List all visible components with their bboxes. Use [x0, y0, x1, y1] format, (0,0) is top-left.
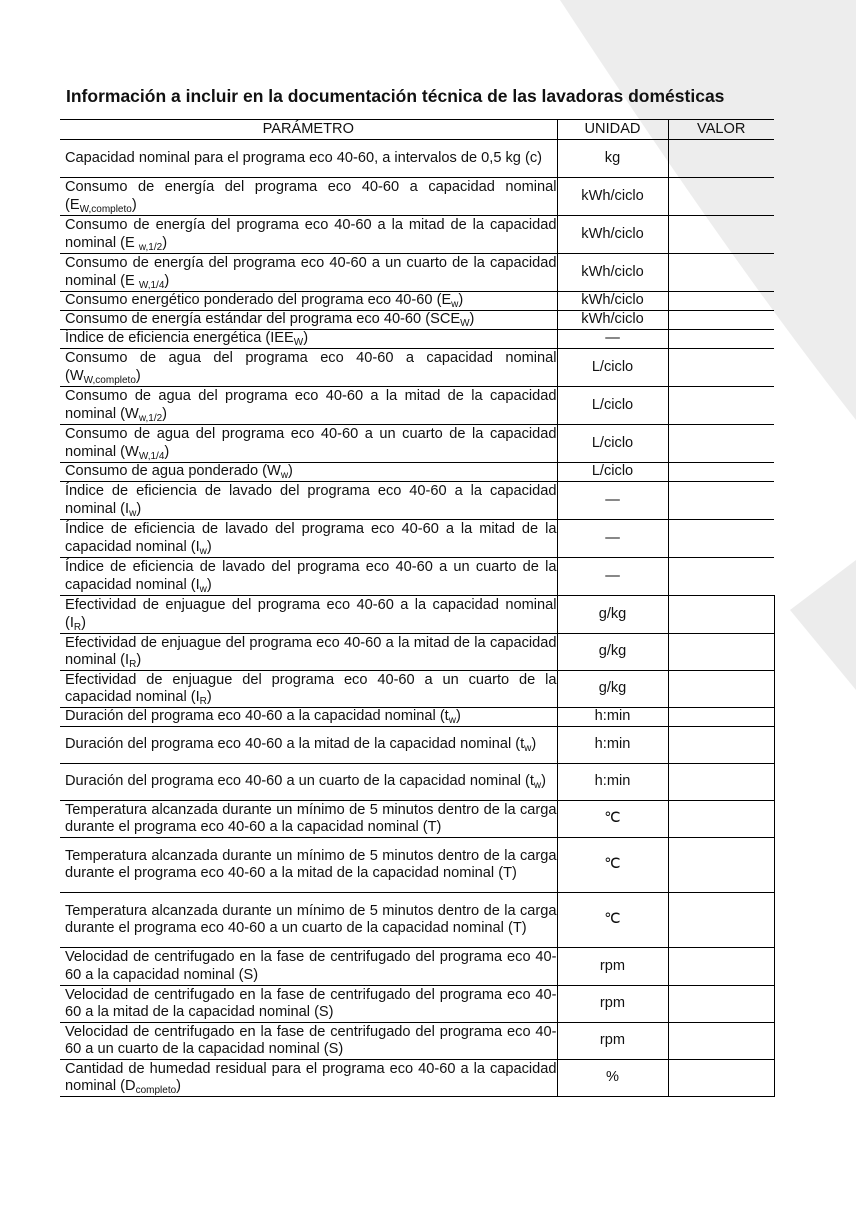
parameter-symbol-close: ): [136, 500, 142, 517]
unit-cell: h:min: [557, 764, 668, 801]
table-row: [60, 140, 774, 178]
parameter-symbol: (I: [120, 500, 130, 517]
unit-cell: —: [557, 482, 668, 520]
parameter-cell: [60, 254, 557, 292]
parameter-text: Consumo de agua ponderado: [65, 463, 263, 480]
table-row: [60, 708, 774, 727]
parameter-symbol-close: ): [531, 736, 537, 753]
value-cell: [668, 463, 774, 482]
parameter-symbol-close: ): [303, 330, 309, 347]
parameter-text: Cantidad de humedad residual para el programa eco 40-60 a la capacidad nominal: [65, 1060, 557, 1094]
parameter-text: Índice de eficiencia de lavado del programa eco 40-60 a la capacidad nominal: [65, 483, 557, 517]
parameter-symbol: (I: [65, 614, 74, 631]
header-unidad: UNIDAD: [557, 120, 668, 140]
table-row: [60, 727, 774, 764]
parameter-symbol: (W: [120, 405, 139, 422]
parameter-symbol-close: ): [458, 292, 464, 309]
value-cell: [668, 292, 774, 311]
parameter-symbol-close: ): [541, 773, 547, 790]
parameter-symbol: (E: [65, 196, 80, 213]
parameter-subscript: w: [533, 780, 542, 792]
parameter-symbol-close: ): [206, 576, 212, 593]
table-row: [60, 1060, 774, 1097]
parameter-cell: [60, 634, 557, 671]
parameter-symbol: (W: [262, 463, 281, 480]
table-row: [60, 948, 774, 986]
parameter-subscript: R: [73, 621, 82, 633]
value-cell: [668, 801, 774, 838]
value-cell: [668, 216, 774, 254]
table-row: [60, 838, 774, 893]
parameter-symbol-close: ): [136, 652, 142, 668]
table-row: [60, 893, 774, 948]
parameter-subscript: R: [129, 659, 137, 670]
table-row: [60, 1023, 774, 1060]
value-cell: [668, 254, 774, 292]
unit-cell: —: [557, 330, 668, 349]
parameter-subscript: w,1/2: [138, 241, 163, 253]
parameter-subscript: w: [199, 583, 207, 595]
parameter-text: Consumo de energía estándar del programa eco 40-60: [65, 311, 426, 328]
unit-cell: ℃: [557, 838, 668, 893]
unit-cell: kWh/ciclo: [557, 311, 668, 330]
parameter-symbol-close: ): [131, 196, 137, 213]
parameter-text: Temperatura alcanzada durante un mínimo de 5 minutos dentro de la carga durante el programa eco 40-60 a la capacidad nominal (T): [65, 801, 557, 835]
parameter-subscript: R: [199, 696, 207, 707]
parameter-subscript: w: [524, 743, 532, 755]
parameter-symbol-close: ): [162, 405, 168, 422]
unit-cell: —: [557, 558, 668, 596]
parameter-cell: [60, 1060, 557, 1097]
parameter-text: Índice de eficiencia de lavado del programa eco 40-60 a un cuarto de la capacidad nominal: [65, 559, 557, 593]
unit-cell: ℃: [557, 893, 668, 948]
parameter-symbol: (I: [190, 576, 200, 593]
value-cell: [668, 948, 774, 986]
parameter-text: Índice de eficiencia energética: [65, 330, 266, 347]
parameter-cell: [60, 986, 557, 1023]
unit-cell: kWh/ciclo: [557, 178, 668, 216]
unit-cell: g/kg: [557, 596, 668, 634]
value-cell: [668, 764, 774, 801]
unit-cell: h:min: [557, 708, 668, 727]
value-cell: [668, 838, 774, 893]
parameter-cell: [60, 948, 557, 986]
parameter-symbol: (t: [439, 708, 449, 725]
value-cell: [668, 558, 774, 596]
unit-cell: L/ciclo: [557, 387, 668, 425]
parameter-cell: [60, 801, 557, 838]
table-row: [60, 330, 774, 349]
parameter-cell: [60, 671, 557, 708]
parameter-cell: [60, 558, 557, 596]
parameter-cell: [60, 596, 557, 634]
unit-cell: kWh/ciclo: [557, 216, 668, 254]
value-cell: [668, 178, 774, 216]
parameter-symbol-close: ): [164, 272, 170, 289]
table-row: [60, 349, 774, 387]
value-cell: [668, 1060, 774, 1097]
value-cell: [668, 140, 774, 178]
parameter-symbol-close: ): [455, 708, 461, 725]
parameter-symbol-close: ): [469, 311, 475, 328]
parameter-symbol-close: ): [81, 614, 87, 631]
parameter-cell: [60, 838, 557, 893]
parameter-text: Consumo de energía del programa eco 40-60 a capacidad nominal: [65, 179, 557, 195]
parameter-cell: [60, 311, 557, 330]
header-parametro: PARÁMETRO: [60, 120, 557, 140]
parameter-symbol-close: ): [288, 463, 293, 480]
parameter-symbol: (SCE: [425, 311, 461, 328]
value-cell: [668, 634, 774, 671]
header-valor: VALOR: [668, 120, 774, 140]
table-row: [60, 801, 774, 838]
table-row: [60, 671, 774, 708]
parameter-symbol: (E: [120, 272, 139, 289]
parameter-symbol: (t: [515, 736, 525, 753]
parameter-symbol: (E: [436, 292, 452, 309]
parameter-symbol-close: ): [206, 538, 212, 555]
parameter-symbol: (I: [190, 538, 200, 555]
unit-cell: L/ciclo: [557, 463, 668, 482]
table-row: [60, 311, 774, 330]
parameter-text: Duración del programa eco 40-60 a un cuarto de la capacidad nominal: [65, 773, 525, 790]
value-cell: [668, 387, 774, 425]
parameter-symbol: (W: [120, 443, 139, 460]
parameter-subscript: W: [460, 318, 470, 330]
value-cell: [668, 520, 774, 558]
unit-cell: kWh/ciclo: [557, 292, 668, 311]
parameter-subscript: W,completo: [79, 203, 132, 215]
parameter-subscript: w: [129, 507, 137, 519]
parameter-cell: [60, 330, 557, 349]
parameter-cell: [60, 463, 557, 482]
parameter-cell: [60, 482, 557, 520]
parameter-symbol-close: ): [164, 443, 170, 460]
parameter-cell: [60, 216, 557, 254]
unit-cell: kg: [557, 140, 668, 178]
value-cell: [668, 708, 774, 727]
parameter-text: Velocidad de centrifugado en la fase de centrifugado del programa eco 40-60 a un cuarto de la capacidad nominal (S): [65, 1023, 557, 1057]
parameter-text: Efectividad de enjuague del programa eco 40-60 a la capacidad nominal: [65, 597, 557, 613]
parameter-text: Velocidad de centrifugado en la fase de centrifugado del programa eco 40-60 a la capacidad nominal (S): [65, 949, 557, 983]
parameter-text: Consumo de energía del programa eco 40-60 a la mitad de la capacidad nominal: [65, 217, 557, 251]
parameter-text: Efectividad de enjuague del programa eco 40-60 a la mitad de la capacidad nominal: [65, 634, 557, 668]
unit-cell: —: [557, 520, 668, 558]
table-header-row: [60, 120, 774, 140]
parameter-symbol: (IEE: [265, 330, 294, 347]
unit-cell: g/kg: [557, 634, 668, 671]
parameter-symbol-close: ): [206, 689, 212, 705]
parameter-symbol-close: ): [135, 367, 141, 384]
table-row: [60, 764, 774, 801]
parameter-symbol: (W: [65, 367, 84, 384]
parameter-subscript: w: [451, 299, 459, 311]
value-cell: [668, 425, 774, 463]
document-title: Información a incluir en la documentación técnica de las lavadoras domésticas: [66, 86, 725, 106]
table-row: [60, 178, 774, 216]
unit-cell: kWh/ciclo: [557, 254, 668, 292]
parameter-cell: [60, 349, 557, 387]
parameter-symbol: (I: [120, 652, 130, 668]
parameter-symbol-close: ): [176, 1078, 182, 1094]
unit-cell: rpm: [557, 948, 668, 986]
parameter-cell: [60, 764, 557, 801]
table-row: [60, 596, 774, 634]
value-cell: [668, 482, 774, 520]
parameter-text: Capacidad nominal para el programa eco 40-60, a intervalos de 0,5 kg (c): [65, 149, 542, 166]
parameter-text: Consumo energético ponderado del programa eco 40-60: [65, 292, 437, 309]
value-cell: [668, 1023, 774, 1060]
unit-cell: rpm: [557, 1023, 668, 1060]
parameter-symbol: (t: [525, 773, 534, 790]
parameter-cell: [60, 292, 557, 311]
value-cell: [668, 596, 774, 634]
parameter-subscript: W,1/4: [138, 279, 165, 291]
parameter-text: Consumo de agua del programa eco 40-60 a un cuarto de la capacidad nominal: [65, 426, 557, 460]
table-row: [60, 986, 774, 1023]
table-row: [60, 425, 774, 463]
table-row: [60, 292, 774, 311]
unit-cell: L/ciclo: [557, 349, 668, 387]
parameter-cell: [60, 893, 557, 948]
table-row: [60, 387, 774, 425]
unit-cell: rpm: [557, 986, 668, 1023]
parameter-subscript: completo: [135, 1085, 177, 1096]
table-row: [60, 520, 774, 558]
parameter-symbol: (E: [120, 234, 139, 251]
unit-cell: g/kg: [557, 671, 668, 708]
parameter-text: Temperatura alcanzada durante un mínimo de 5 minutos dentro de la carga durante el programa eco 40-60 a un cuarto de la capacidad nominal (T): [65, 902, 557, 936]
parameter-subscript: W: [293, 337, 304, 349]
table-row: [60, 558, 774, 596]
technical-info-table: [60, 119, 775, 1097]
table-row: [60, 482, 774, 520]
table-row: [60, 463, 774, 482]
parameter-cell: [60, 520, 557, 558]
parameter-cell: [60, 140, 557, 178]
parameter-symbol-close: ): [162, 234, 168, 251]
table-row: [60, 254, 774, 292]
parameter-subscript: w: [448, 715, 456, 727]
parameter-cell: [60, 708, 557, 727]
parameter-text: Duración del programa eco 40-60 a la capacidad nominal: [65, 708, 440, 725]
unit-cell: h:min: [557, 727, 668, 764]
parameter-cell: [60, 387, 557, 425]
parameter-text: Temperatura alcanzada durante un mínimo de 5 minutos dentro de la carga durante el programa eco 40-60 a la mitad de la capacidad nominal (T): [65, 847, 557, 881]
parameter-text: Consumo de agua del programa eco 40-60 a la mitad de la capacidad nominal: [65, 388, 557, 422]
unit-cell: L/ciclo: [557, 425, 668, 463]
parameter-text: Índice de eficiencia de lavado del programa eco 40-60 a la mitad de la capacidad nominal: [65, 521, 557, 555]
parameter-text: Consumo de agua del programa eco 40-60 a capacidad nominal: [65, 350, 557, 366]
value-cell: [668, 349, 774, 387]
table-row: [60, 634, 774, 671]
parameter-cell: [60, 178, 557, 216]
parameter-text: Consumo de energía del programa eco 40-60 a un cuarto de la capacidad nominal: [65, 255, 557, 289]
parameter-subscript: w: [199, 545, 207, 557]
parameter-cell: [60, 425, 557, 463]
value-cell: [668, 893, 774, 948]
parameter-subscript: w,1/2: [138, 412, 163, 424]
value-cell: [668, 671, 774, 708]
parameter-cell: [60, 727, 557, 764]
parameter-subscript: w: [280, 470, 289, 482]
unit-cell: ℃: [557, 801, 668, 838]
table-row: [60, 216, 774, 254]
parameter-cell: [60, 1023, 557, 1060]
parameter-text: Velocidad de centrifugado en la fase de centrifugado del programa eco 40-60 a la mitad de la capacidad nominal (S): [65, 986, 557, 1020]
parameter-text: Duración del programa eco 40-60 a la mitad de la capacidad nominal: [65, 736, 516, 753]
parameter-symbol: (I: [190, 689, 200, 705]
unit-cell: %: [557, 1060, 668, 1097]
value-cell: [668, 727, 774, 764]
value-cell: [668, 330, 774, 349]
value-cell: [668, 311, 774, 330]
parameter-symbol: (D: [120, 1078, 136, 1094]
parameter-subscript: W,1/4: [138, 450, 165, 462]
parameter-subscript: W,completo: [83, 374, 136, 386]
parameter-text: Efectividad de enjuague del programa eco 40-60 a un cuarto de la capacidad nominal: [65, 671, 557, 705]
value-cell: [668, 986, 774, 1023]
